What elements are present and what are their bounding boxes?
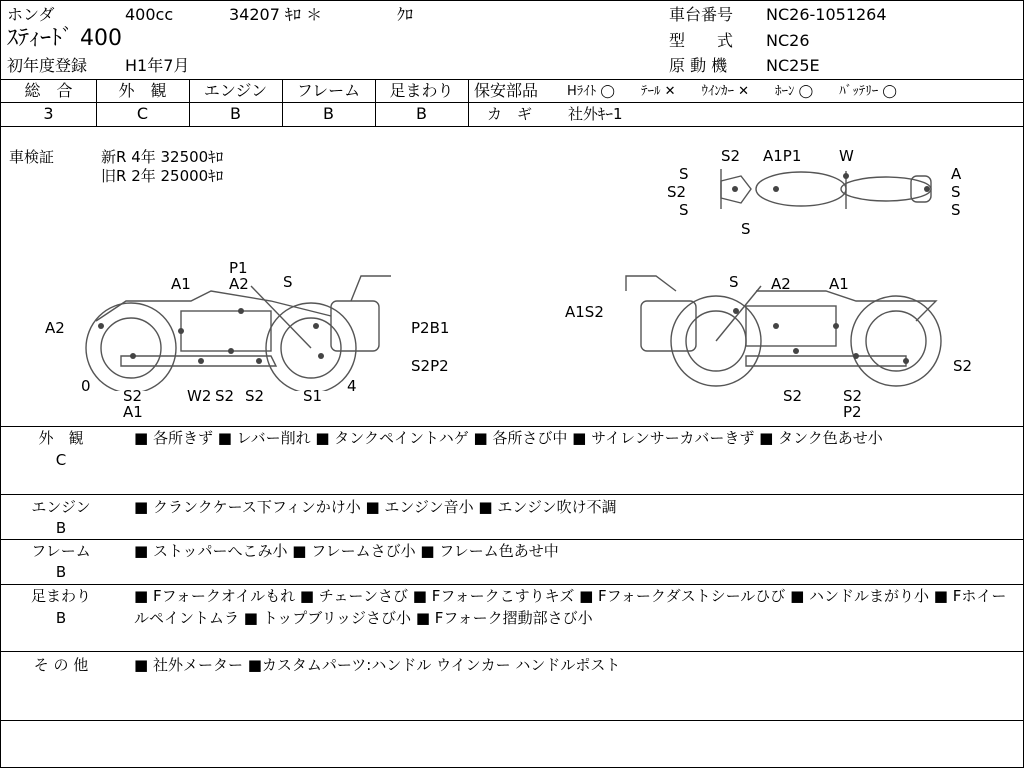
frame-grade-value: B (323, 104, 334, 123)
diag-label: S (951, 201, 961, 219)
diag-label: 4 (347, 377, 357, 395)
section-title-exterior: 外 観 (38, 429, 84, 447)
total-label: 総 合 (24, 81, 73, 100)
diag-label: S (679, 165, 689, 183)
key-value: 社外ｷｰ1 (568, 105, 623, 123)
diag-label: A2 (229, 275, 249, 293)
inspection-old: 旧R 2年 25000ｷﾛ (101, 167, 224, 185)
diag-label: S (729, 273, 739, 291)
diag-label: S (741, 220, 751, 238)
diag-label: P1 (229, 259, 248, 277)
section-title-suspension: 足まわり (30, 587, 91, 605)
engine-grade-label: エンジン (203, 81, 268, 100)
section-grade-engine: B (55, 519, 67, 537)
frame-no-value: NC26-1051264 (766, 5, 887, 24)
section-title-frame: フレーム (31, 542, 91, 560)
diag-label: A2 (771, 275, 791, 293)
section-grade-suspension: B (55, 609, 67, 627)
suspension-grade-label: 足まわり (389, 81, 454, 100)
grade-table-top (1, 79, 1023, 80)
bike-top-view-diagram (661, 141, 991, 241)
exterior-value: C (136, 104, 149, 123)
model-name: ｽﾃｨｰﾄﾞ 400 (7, 26, 122, 51)
diag-label: S2 (843, 387, 863, 405)
section-title-engine: エンジン (31, 498, 91, 516)
first-reg-value: H1年7月 (125, 56, 190, 75)
first-reg-label: 初年度登録 (7, 56, 88, 75)
engine-label: 原 動 機 (669, 56, 728, 75)
section-grade-frame: B (55, 563, 67, 581)
diag-label: P2B1 (411, 319, 450, 337)
section-text-other: ■ 社外メーター ■カスタムパーツ:ハンドル ウインカー ハンドルポスト (134, 656, 621, 674)
grade-table-bottom (1, 126, 1023, 127)
diag-label: A1 (171, 275, 191, 293)
diag-label: S1 (303, 387, 323, 405)
diag-label: W (839, 147, 854, 165)
total-value: 3 (43, 104, 54, 123)
frame-no-label: 車台番号 (669, 5, 734, 24)
diag-label: S (679, 201, 689, 219)
section-text-engine: ■ クランクケース下フィンかけ小 ■ エンジン音小 ■ エンジン吹け不調 (134, 498, 617, 516)
diag-label: A2 (45, 319, 65, 337)
section-text-exterior: ■ 各所きず ■ レバー削れ ■ タンクペイントハゲ ■ 各所さび中 ■ サイレンサーカバーきず ■ タンク色あせ小 (134, 429, 883, 447)
diag-label: S2 (783, 387, 803, 405)
section-title-other: そ の 他 (33, 656, 89, 674)
diag-label: S2 (123, 387, 143, 405)
diag-label: A1 (829, 275, 849, 293)
diag-label: S2 (245, 387, 265, 405)
safety-items: Hﾗｲﾄ ◯ ﾃｰﾙ ✕ ｳｲﾝｶｰ ✕ ﾎｰﾝ ◯ ﾊﾞｯﾃﾘｰ ◯ (567, 84, 897, 99)
diag-label: S2 (721, 147, 741, 165)
engine-grade-value: B (230, 104, 241, 123)
section-text-suspension: ■ Fフォークオイルもれ ■ チェーンさび ■ Fフォークこすりキズ ■ Fフォークダストシールひび ■ ハンドルまがり小 ■ Fホイールペイントムラ ■ トップブリッジさび小 ■ Fフォーク摺動部さび小 (134, 587, 1007, 627)
key-label: カ ギ (487, 105, 533, 123)
inspection-label: 車検証 (9, 148, 55, 166)
diag-label: A (951, 165, 962, 183)
maker: ホンダ (7, 5, 55, 24)
diag-label: S2 (667, 183, 687, 201)
displacement: 400cc (125, 5, 174, 24)
exterior-label: 外 観 (118, 81, 167, 100)
diag-label: S (283, 273, 293, 291)
diag-label: S (951, 183, 961, 201)
frame-grade-label: フレーム (296, 81, 361, 100)
diag-label: A1P1 (763, 147, 802, 165)
diag-label: A1S2 (565, 303, 604, 321)
type-label: 型 式 (669, 31, 734, 50)
diag-label: S2 (215, 387, 235, 405)
diag-label: 0 (81, 377, 91, 395)
diag-label: A1 (123, 403, 143, 421)
color: ｸﾛ (397, 5, 414, 24)
mileage: 34207 ｷﾛ ＊ (229, 5, 323, 24)
type-value: NC26 (766, 31, 810, 50)
inspection-new: 新R 4年 32500ｷﾛ (101, 148, 224, 166)
engine-value: NC25E (766, 56, 820, 75)
suspension-grade-value: B (416, 104, 427, 123)
safety-label: 保安部品 (474, 81, 539, 100)
section-text-frame: ■ ストッパーへこみ小 ■ フレームさび小 ■ フレーム色あせ中 (134, 542, 559, 560)
diag-label: S2 (953, 357, 973, 375)
diag-label: S2P2 (411, 357, 449, 375)
diag-label: W2 (187, 387, 212, 405)
section-grade-exterior: C (55, 451, 67, 469)
diag-label: P2 (843, 403, 862, 421)
